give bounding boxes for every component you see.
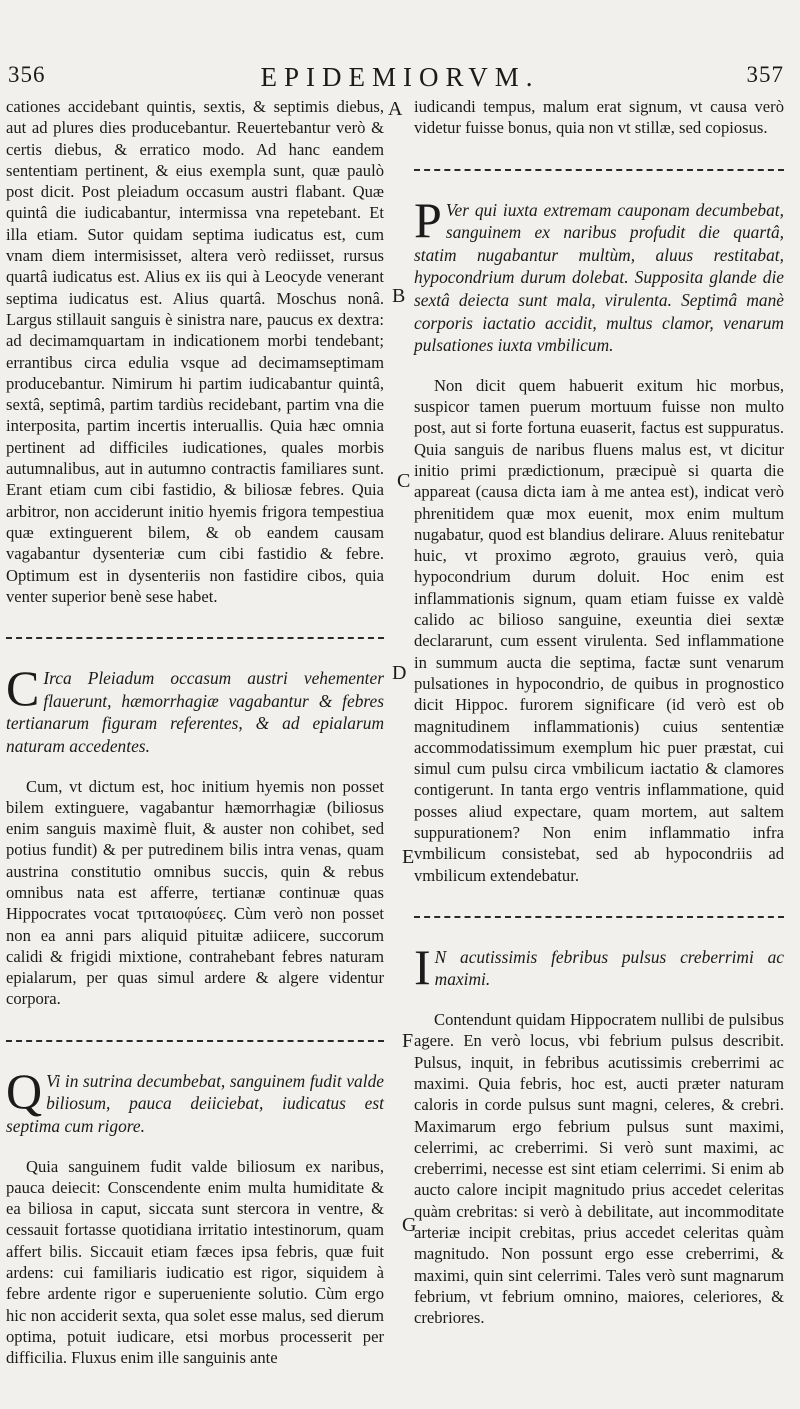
drop-cap: P <box>414 191 442 248</box>
drop-cap: C <box>6 660 40 717</box>
section-rule <box>414 916 784 918</box>
left-paragraph-2: Cum, vt dictum est, hoc initium hyemis non posset bilem extinguere, vagabantur hæmorrhagiæ (biliosus enim sanguis maximè fluit, & auster non cohibet, sed potius fundit) & per putredinem bilis intra venas, quam austrina constitutio omnibus succis, quin & rebus omnibus nata est afferre, tertianæ continuæ quas Hippocrates vocat τριταιοφύεες. Cùm verò non posset non ea anni pars aliquid pituitæ adiicere, succorum calidi & frigidi mixtione, contrahebant febres naturam epialarum, per quas simul ardere & algere videntur corpora. <box>6 776 384 1009</box>
left-paragraph-1: cationes accidebant quintis, sextis, & septimis diebus, aut ad plures dies producebantur. Reuertebantur verò & certis diebus, & erratico modo. Ad hanc eandem sententiam pertinent, & eius exempla sunt, quæ paulò post dicit. Post pleiadum occasum austri flabant. Quæ quintâ die iudicabantur, intermissa vna repetebant. Et illa etiam. Sutor quidam septima iudicatus est, cum vnam diem intermisisset, altera verò rediisset, rursus quartâ iudicatus est. Alius ex iis qui à Leocyde venerant septima iudicatus est. Alius quartâ. Moschus nonâ. Largus stillauit sanguis è sinistra nare, paucus ex dextra: ad decimamquartam in indicationem morbi tendebant; errantibus circa edulia vsque ad decimamseptimam producebantur. Nimirum hi partim iudicabantur quintâ, sextâ, septimâ, partim tardiùs recidebant, partim vna die interposita, partim incertis interuallis. Quia hæc omnia pertinent ad difficiles iudicationes, quales morbis autumnalibus, aut in autumno contractis familiares sunt. Erant etiam cum cibi fastidio, & biliosæ febres. Quia arbitror, non acciderunt initio hyemis frigora tempestiua quæ extinguerent bilem, & ob eandem causam vagabantur dysenteriæ cum cibi fastidio & febre. Optimum est in dysenteriis non fastidire cibos, quia venter superior benè sese habet. <box>6 97 384 606</box>
section-rule <box>414 169 784 171</box>
left-heading-2 <box>6 660 384 757</box>
running-title: EPIDEMIORVM. <box>260 62 540 92</box>
page-header <box>0 62 800 98</box>
right-paragraph-3: Contendunt quidam Hippocratem nullibi de pulsibus agere. En verò locus, vbi febrium pulsus describit. Pulsus, inquit, in febribus acutissimis creberrimi ac maximi. Quia febris, hoc est, aucti præter naturam caloris in corde pulsus sunt magni, celeres, & crebri. Maximarum ergo febrium pulsus sunt maximi, celerrimi, ac creberrimi. Si verò sunt maximi, ac creberrimi, necesse est sint etiam celerrimi. Si enim ab aucto calore incipit magnitudo prius accedet celeritas quàm crebritas: si verò à debilitate, aut incommoditate arteriæ incipit crebitas, prius accedet celeritas quàm magnitudo. Non possunt ergo esse creberrimi, & maximi, quin sint celerrimi. Tales verò sunt magnarum febrium, vt febrium omnino, maiores, celeriores, & crebriores. <box>414 1010 784 1328</box>
right-heading-3 <box>414 938 784 995</box>
heading-text: Vi in sutrina decumbebat, sanguinem fudit valde biliosum, pauca deiiciebat, iudicatus est septima cum rigore. <box>6 1070 384 1136</box>
margin-letter-c: C <box>397 470 411 492</box>
right-paragraph-1: iudicandi tempus, malum erat signum, vt causa verò videtur fuisse bonus, quia non vt stillæ, sed copiosus. <box>414 97 784 138</box>
margin-letter-b: B <box>392 285 406 307</box>
left-paragraph-3: Quia sanguinem fudit valde biliosum ex naribus, pauca deiecit: Conscendente enim multa humiditate & ea biliosa in caput, siccata sunt stercora in ventre, & cessauit fortasse quotidiana irritatio intestinorum, quam affert bilis. Siccauit etiam fæces ipsa febris, quæ fuit ardens: cui familiaris iudicatio est rigor, siquidem à febre ardente rigor e superueniente solutio. Cùm ergo hic non acciderit sexta, qua solet esse malus, sed dierum optima, potuit iudicare, etsi morbus processerit per difficilia. Fluxus enim ille sanguinis ante <box>6 1156 384 1368</box>
margin-letter-d: D <box>392 662 407 684</box>
margin-letter-e: E <box>402 846 415 868</box>
margin-letter-f: F <box>402 1030 414 1052</box>
heading-text: Ver qui iuxta extremam cauponam decumbebat, sanguinem ex naribus profudit die quartâ, statim nugabantur multùm, aluus restitabat, hypocondrium durum dolebat. Supposita glande die sextâ deiecta sunt mala, virulenta. Septimâ manè corporis iactatio accidit, multus clamor, venarum pulsationes iuxta vmbilicum. <box>414 199 784 356</box>
left-column <box>6 96 384 1369</box>
margin-letter-a: A <box>388 98 403 120</box>
right-paragraph-2: Non dicit quem habuerit exitum hic morbus, suspicor tamen puerum mortuum fuisse non multo post, aut si forte fortuna euaserit, factus est suppuratus. Quia sanguis de naribus fluens malus est, vt dicitur initio primi prædictionum, præcipuè si quarta die appareat (causa dicta iam à me antea est), indicat verò phrenitidem quæ mox euenit, mox enim multum nugabatur, quod est blandius delirare. Aluus renitebatur huic, vt proximo ægroto, grauius verò, quia hypocondrium durum doluit. Hoc enim est inflammationis signum, quam etiam fuisse ex valdè calido ac bilioso sanguine, exeuntia diei sextæ declararunt, cum essent virulenta. Sed inflammatione in summum aucta die septima, factæ sunt venarum pulsationes in hypocondrio, de quibus in prognostico dicit Hippoc. furorem significare (id verò est ob magnitudinem inflammationis) cuius sententiæ accommodatissimum exemplum hic puer præstat, cui simul cum pulsu circa vmbilicum iactatio & clamores contigerunt. In tanta ergo ventris inflammatione, quid posses aliud expectare, quam mortem, aut saltem suppurationem? Non enim inflammatio infra vmbilicum consistebat, sed ab hypocondriis ad vmbilicum extendebatur. <box>414 375 784 885</box>
margin-letter-g: G <box>402 1214 417 1236</box>
heading-text: N acutissimis febribus pulsus creberrimi ac maximi. <box>434 946 784 990</box>
page-number-right: 357 <box>746 62 784 87</box>
heading-text: Irca Pleiadum occasum austri vehementer flauerunt, hæmorrhagiæ vagabantur & febres tertianarum figuram referentes, & ad epialarum naturam accedentes. <box>6 668 384 756</box>
drop-cap: I <box>414 938 431 995</box>
right-column <box>414 96 784 1329</box>
section-rule <box>6 1040 384 1042</box>
section-rule <box>6 637 384 639</box>
page-number-left: 356 <box>8 62 46 87</box>
left-heading-3 <box>6 1062 384 1138</box>
drop-cap: Q <box>6 1062 43 1119</box>
right-heading-2 <box>414 191 784 357</box>
